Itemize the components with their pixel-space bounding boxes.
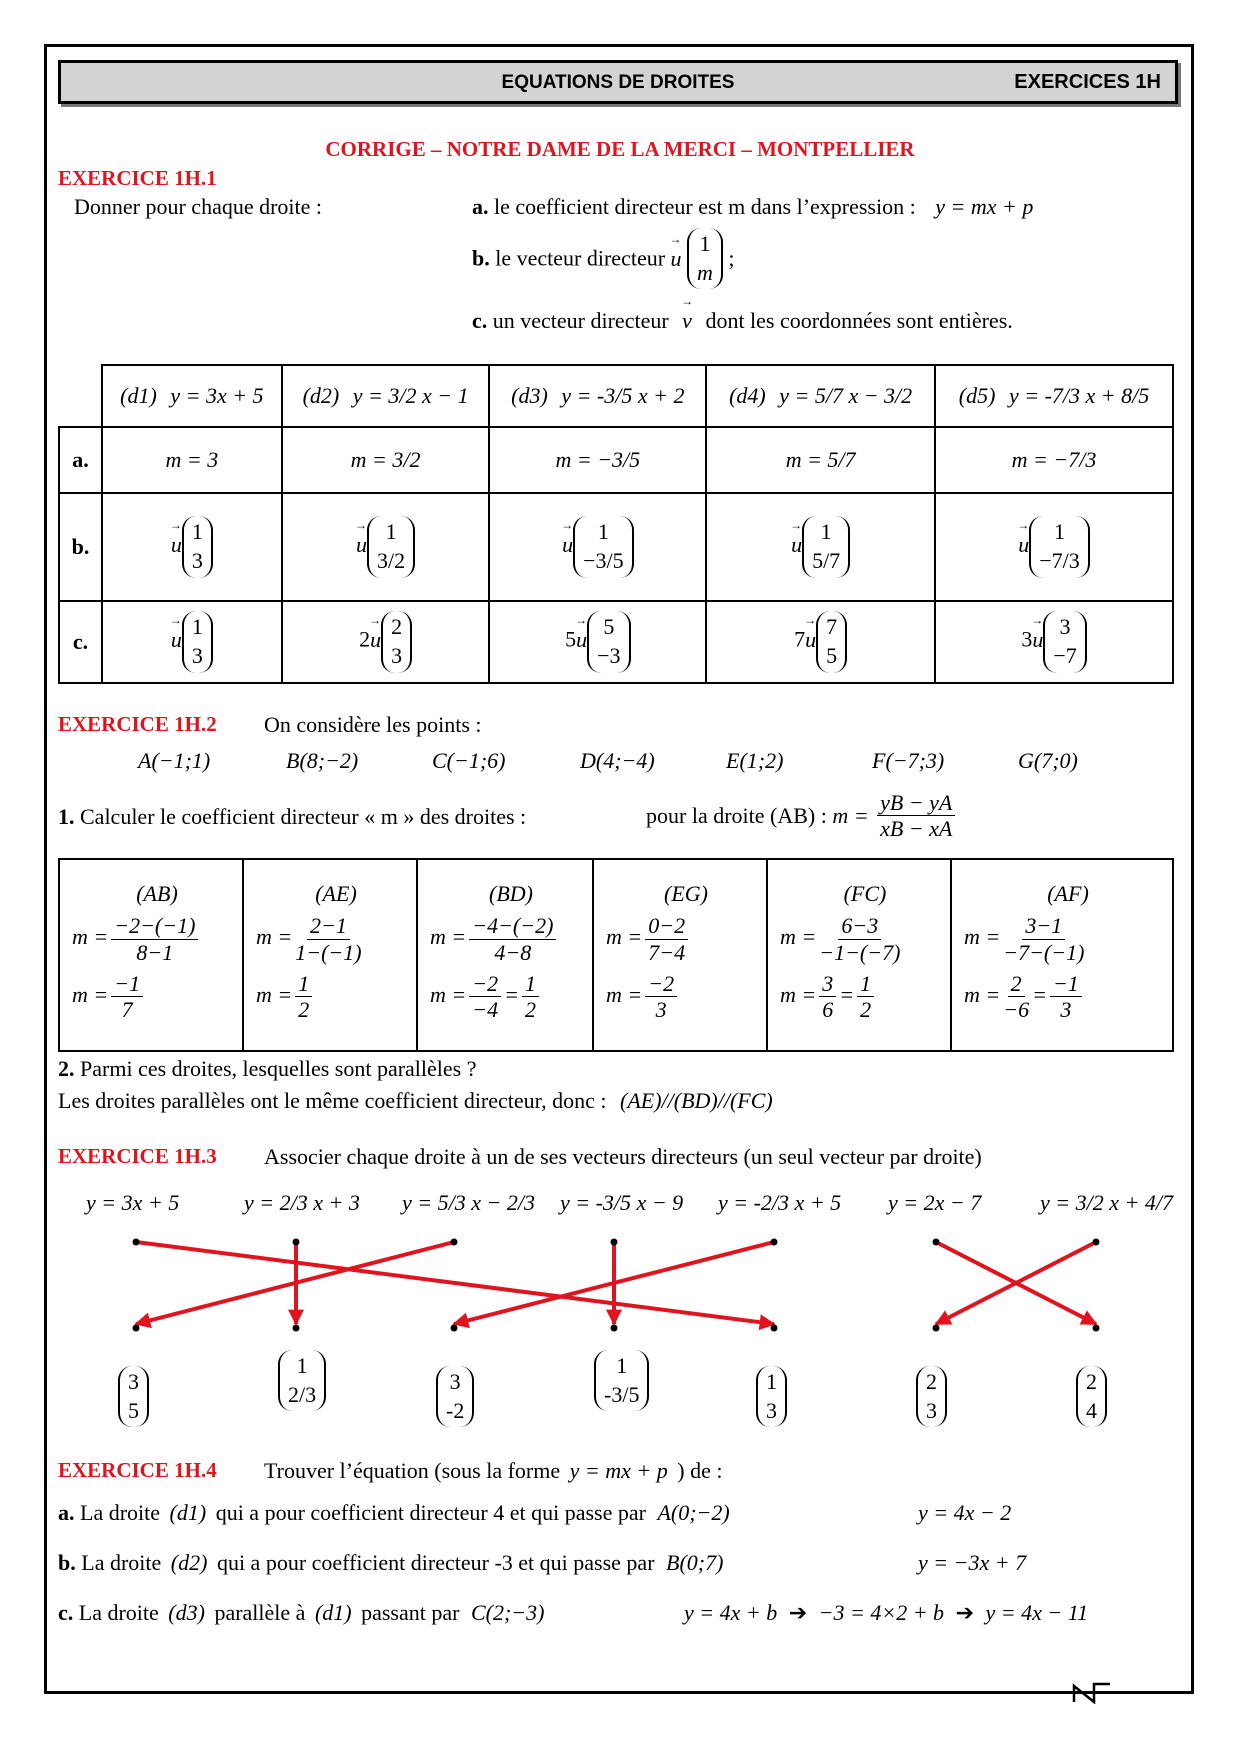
arrow-icon: ➔ <box>955 1600 974 1625</box>
ex4-c-label: c. <box>58 1600 74 1625</box>
ex1-d2-eq: y = 3/2 x − 1 <box>352 383 469 408</box>
ex1-b-vec-bottom: m <box>697 259 713 285</box>
num: 1 <box>522 971 539 997</box>
ex2-cell-af <box>951 859 1173 1051</box>
den: 2 <box>524 997 536 1023</box>
vec-bottom: 5 <box>128 1397 139 1423</box>
vec-top: 3 <box>1059 614 1071 640</box>
vec-bottom: -3/5 <box>604 1381 640 1407</box>
ex3-vec-1 <box>278 1350 326 1411</box>
den: 7−4 <box>648 939 686 965</box>
cell-title: (BD) <box>489 881 533 907</box>
vec-bottom: 3 <box>191 548 203 573</box>
ex1-b-label: b. <box>472 245 490 271</box>
ex4-item-c <box>58 1600 544 1626</box>
vec-bottom: 3 <box>766 1397 777 1423</box>
ex2-q1-hint <box>646 790 958 842</box>
ex1-d3-m: m = −3/5 <box>489 427 706 493</box>
ex1-d3-eq: y = -3/5 x + 2 <box>561 383 685 408</box>
cell-eq1: m = $\frac{0-2}{7-4}$ <box>606 913 766 965</box>
u-letter: → u <box>370 627 381 652</box>
ex2-point-a: A(−1;1) <box>138 748 211 773</box>
num: −1 <box>111 971 143 997</box>
ex1-d4-b <box>706 493 935 601</box>
ex4-b-pre: La droite <box>81 1550 162 1575</box>
top-dot-3 <box>611 1239 618 1246</box>
ex4-c-name2: (d1) <box>314 1600 352 1625</box>
ex3-eq-3: y = -3/5 x − 9 <box>560 1190 684 1215</box>
corrige-title: CORRIGE – NOTRE DAME DE LA MERCI – MONTPELLIER <box>325 137 915 161</box>
cell-eq2: m = $\frac{2}{-6}$ = $\frac{-1}{3}$ <box>964 971 1172 1023</box>
ex1-d4-c <box>706 601 935 683</box>
ex2-q1-text: Calculer le coefficient directeur « m » des droites : <box>80 804 527 829</box>
vector <box>756 1366 787 1427</box>
vec-top: 1 <box>191 519 203 545</box>
vector <box>916 1366 947 1427</box>
ex1-table-corner <box>59 365 102 427</box>
vector <box>367 516 415 577</box>
ex1-d5-name: (d5) <box>958 383 996 408</box>
vec-bottom: 3/2 <box>377 548 406 573</box>
ex2-answer-expr: (AE)//(BD)//(FC) <box>620 1088 773 1113</box>
num: −1 <box>1050 971 1082 997</box>
den: 6 <box>822 997 834 1023</box>
ex2-hint-m: m = <box>832 802 869 828</box>
ex1-d4-eq: y = 5/7 x − 3/2 <box>779 383 913 408</box>
vector <box>436 1366 474 1427</box>
den: 4−8 <box>494 939 532 965</box>
ex4-a-point: A(0;−2) <box>657 1500 730 1525</box>
vec-top: 2 <box>391 614 403 640</box>
vector <box>182 516 213 577</box>
ex3-vec-4 <box>756 1366 787 1427</box>
ex1-d4-m: m = 5/7 <box>706 427 935 493</box>
ex2-answer-text: Les droites parallèles ont le même coefficient directeur, donc : <box>58 1088 607 1113</box>
coef: 7 <box>794 627 806 653</box>
vec-bottom: −7 <box>1053 643 1077 668</box>
vector <box>594 1350 649 1411</box>
ex3-intro: Associer chaque droite à un de ses vecteurs directeurs (un seul vecteur par droite) <box>264 1144 982 1169</box>
vector <box>182 611 213 672</box>
vec-bottom: 2/3 <box>288 1381 317 1407</box>
page-header <box>58 60 1178 104</box>
ex3-eq-1: y = 2/3 x + 3 <box>244 1190 360 1215</box>
vec-bottom: 5/7 <box>812 548 841 573</box>
cell-eq1: m = $\frac{3-1}{-7-(-1)}$ <box>964 913 1085 965</box>
vec-top: 1 <box>1054 519 1066 545</box>
ex4-a-pre: La droite <box>80 1500 161 1525</box>
ex4-title: EXERCICE 1H.4 <box>58 1458 217 1482</box>
cell-title: (FC) <box>843 881 887 907</box>
ex1-d5-eq: y = -7/3 x + 8/5 <box>1008 383 1150 408</box>
vec-top: 7 <box>826 614 838 640</box>
coef: 2 <box>359 627 371 653</box>
vec-top: 1 <box>597 519 609 545</box>
ex4-b-name: (d2) <box>170 1550 208 1575</box>
ex4-b-answer: y = −3x + 7 <box>918 1550 1027 1575</box>
ex2-q2-label: 2. <box>58 1056 75 1081</box>
vec-top: 1 <box>766 1369 777 1394</box>
ex2-point-e: E(1;2) <box>726 748 784 773</box>
ex4-a-name: (d1) <box>169 1500 207 1525</box>
ex1-d4-name: (d4) <box>729 383 766 408</box>
ex2-cell-eg <box>593 859 767 1051</box>
ex1-b-vector <box>687 228 723 289</box>
top-dot-2 <box>451 1239 458 1246</box>
formula-den: xB − xA <box>880 816 953 842</box>
ex1-d1-m: m = 3 <box>102 427 282 493</box>
ex4-a-answer: y = 4x − 2 <box>918 1500 1012 1525</box>
den: 3 <box>1060 997 1072 1023</box>
ex1-d3-b <box>489 493 706 601</box>
cell-eq1: m = $\frac{2-1}{1-(-1)}$ <box>256 913 362 965</box>
ex4-c-step2: −3 = 4×2 + b <box>818 1600 945 1625</box>
ex4-b-label: b. <box>58 1550 76 1575</box>
bottom-dot-1 <box>293 1325 300 1332</box>
u-letter: → u <box>1032 627 1043 652</box>
ex3-eq-4: y = -2/3 x + 5 <box>718 1190 842 1215</box>
ex1-col-d1 <box>102 365 282 427</box>
ex3-lines <box>136 1242 1096 1324</box>
cell-eq1: m = $\frac{-4-(-2)}{4-8}$ <box>430 913 592 965</box>
cell-eq2: m = $\frac{1}{2}$ <box>256 971 416 1023</box>
top-dot-6 <box>1093 1239 1100 1246</box>
cell-title: (AB) <box>136 881 178 907</box>
vec-top: 2 <box>1086 1369 1097 1394</box>
vec-bottom: −7/3 <box>1039 548 1080 573</box>
vector <box>1076 1366 1107 1427</box>
vec-top: 1 <box>191 614 203 640</box>
u-letter: → u <box>805 627 816 652</box>
ex4-c-steps <box>684 1600 1088 1626</box>
ex3-vec-2 <box>436 1366 474 1427</box>
ex1-item-a <box>472 194 1033 220</box>
ex4-b-text: qui a pour coefficient directeur -3 et qui passe par <box>216 1550 655 1575</box>
ex1-d1-eq: y = 3x + 5 <box>170 383 264 408</box>
vec-top: 1 <box>616 1353 628 1378</box>
u-letter: → u <box>171 532 182 557</box>
vector <box>802 516 850 577</box>
num: 1 <box>295 971 312 997</box>
vec-top: 1 <box>820 519 832 545</box>
ex1-col-d5 <box>935 365 1173 427</box>
num: 2−1 <box>307 913 350 939</box>
num: −2 <box>469 971 501 997</box>
ex2-point-b: B(8;−2) <box>286 748 359 773</box>
den: 7 <box>121 997 133 1023</box>
cell-title: (AF) <box>1047 881 1089 907</box>
vector <box>118 1366 149 1427</box>
ex4-c-text2: passant par <box>361 1600 460 1625</box>
ex3-eq-0: y = 3x + 5 <box>86 1190 180 1215</box>
den: 3 <box>655 997 667 1023</box>
coef: 3 <box>1021 627 1033 653</box>
cell-title: (AE) <box>315 881 357 907</box>
cell-eq1: m = $\frac{6-3}{-1-(-7)}$ <box>780 913 901 965</box>
ex1-d1-b <box>102 493 282 601</box>
bottom-dot-6 <box>1093 1325 1100 1332</box>
ex1-d3-name: (d3) <box>511 383 548 408</box>
den: −1−(−7) <box>819 939 901 965</box>
ex1-d2-b <box>282 493 490 601</box>
ex1-d5-c <box>935 601 1173 683</box>
page-corner-mark <box>1072 1682 1112 1704</box>
vec-top: 5 <box>603 614 615 640</box>
ex3-vec-6 <box>1076 1366 1107 1427</box>
den: 8−1 <box>136 939 174 965</box>
ex4-a-text: qui a pour coefficient directeur 4 et qui passe par <box>215 1500 646 1525</box>
ex2-intro: On considère les points : <box>264 712 482 737</box>
ex1-row-c-label: c. <box>59 601 102 683</box>
ex3-vec-3 <box>594 1350 649 1411</box>
vector <box>1029 516 1090 577</box>
ex1-col-d4 <box>706 365 935 427</box>
arrow-icon: ➔ <box>788 1600 808 1625</box>
ex4-c-text1: parallèle à <box>214 1600 306 1625</box>
ex4-item-a <box>58 1500 730 1526</box>
ex1-title: EXERCICE 1H.1 <box>58 166 217 190</box>
vector <box>1043 611 1086 672</box>
u-letter: → u <box>171 627 182 652</box>
vec-bottom: 3 <box>926 1397 937 1423</box>
den: 2 <box>298 997 310 1023</box>
num: −2 <box>645 971 677 997</box>
ex2-q2-text: Parmi ces droites, lesquelles sont parallèles ? <box>80 1056 477 1081</box>
ex4-intro <box>264 1458 722 1484</box>
ex4-c-pre: La droite <box>78 1600 159 1625</box>
cell-eq2: m = $\frac{-1}{7}$ <box>72 971 242 1023</box>
num: 3 <box>819 971 836 997</box>
ex2-answer <box>58 1088 773 1114</box>
ex1-intro: Donner pour chaque droite : <box>74 194 323 219</box>
ex2-table <box>58 858 1174 1052</box>
ex3-eq-2: y = 5/3 x − 2/3 <box>402 1190 535 1215</box>
formula-num: yB − yA <box>877 790 955 816</box>
ex1-b-vec-top: 1 <box>699 231 711 256</box>
vec-top: 1 <box>296 1353 308 1378</box>
vector <box>587 611 630 672</box>
ex1-c-text: un vecteur directeur <box>492 308 669 333</box>
ex2-title: EXERCICE 1H.2 <box>58 712 217 736</box>
top-dot-5 <box>933 1239 940 1246</box>
ex1-a-label: a. <box>472 194 489 219</box>
vector <box>278 1350 326 1411</box>
ex1-d2-c <box>282 601 490 683</box>
vec-top: 3 <box>128 1369 139 1394</box>
num: 6−3 <box>838 913 881 939</box>
header-exercises: EXERCICES 1H <box>1014 71 1161 93</box>
ex1-d2-name: (d2) <box>302 383 340 408</box>
top-dot-0 <box>133 1239 140 1246</box>
ex1-a-text: le coefficient directeur est m dans l’expression : <box>494 194 916 219</box>
ex1-d1-name: (d1) <box>120 383 157 408</box>
bottom-dot-4 <box>771 1325 778 1332</box>
ex4-item-b <box>58 1550 723 1576</box>
ex1-row-b-label: b. <box>59 493 102 601</box>
ex4-intro-text: Trouver l’équation (sous la forme <box>264 1458 561 1483</box>
bottom-dot-5 <box>933 1325 940 1332</box>
ex1-d5-m: m = −7/3 <box>935 427 1173 493</box>
match-arrow-0 <box>136 1242 774 1324</box>
den: −4 <box>472 997 499 1023</box>
ex3-title: EXERCICE 1H.3 <box>58 1144 217 1168</box>
cell-title: (EG) <box>664 881 708 907</box>
bottom-dot-3 <box>611 1325 618 1332</box>
ex2-point-f: F(−7;3) <box>872 748 945 773</box>
ex2-cell-fc <box>767 859 951 1051</box>
ex2-point-c: C(−1;6) <box>432 748 506 773</box>
ex1-d3-c <box>489 601 706 683</box>
ex1-c-label: c. <box>472 308 488 333</box>
vec-bottom: −3 <box>597 643 621 668</box>
cell-eq2: m = $\frac{-2}{3}$ <box>606 971 766 1023</box>
vector <box>573 516 634 577</box>
vec-top: 3 <box>449 1369 461 1394</box>
ex1-item-b <box>472 228 735 289</box>
ex4-c-answer: y = 4x − 11 <box>985 1600 1089 1625</box>
ex3-eq-5: y = 2x − 7 <box>888 1190 982 1215</box>
ex4-c-step1: y = 4x + b <box>684 1600 778 1625</box>
den: −7−(−1) <box>1003 939 1085 965</box>
ex4-b-point: B(0;7) <box>666 1550 724 1575</box>
ex3-vec-0 <box>118 1366 149 1427</box>
ex1-d5-b <box>935 493 1173 601</box>
num: 0−2 <box>645 913 688 939</box>
ex2-cell-ae <box>243 859 417 1051</box>
den: 1−(−1) <box>295 939 362 965</box>
ex3-eq-6: y = 3/2 x + 4/7 <box>1040 1190 1173 1215</box>
vec-bottom: −3/5 <box>583 548 624 573</box>
ex2-q1 <box>58 804 526 830</box>
ex3-vec-5 <box>916 1366 947 1427</box>
ex3-matching-diagram <box>0 1230 1240 1350</box>
ex1-b-text: le vecteur directeur <box>495 245 666 271</box>
num: −2−(−1) <box>111 913 198 939</box>
vec-bottom: 3 <box>391 643 403 668</box>
u-letter: → u <box>791 532 802 557</box>
ex1-row-a-label: a. <box>59 427 102 493</box>
den: 2 <box>860 997 872 1023</box>
ex4-c-point: C(2;−3) <box>470 1600 545 1625</box>
u-letter: → u <box>356 532 367 557</box>
num: 3−1 <box>1022 913 1065 939</box>
bottom-dot-2 <box>451 1325 458 1332</box>
ex1-b-end: ; <box>728 245 735 271</box>
ex1-d2-m: m = 3/2 <box>282 427 490 493</box>
cell-eq2: m = $\frac{-2}{-4}$ = $\frac{1}{2}$ <box>430 971 592 1023</box>
ex2-hint-formula <box>877 790 955 842</box>
num: −4−(−2) <box>469 913 556 939</box>
coef: 5 <box>565 627 577 653</box>
ex4-a-label: a. <box>58 1500 75 1525</box>
cell-eq2: m = $\frac{3}{6}$ = $\frac{1}{2}$ <box>780 971 950 1023</box>
ex2-hint-text: pour la droite (AB) : <box>646 802 827 828</box>
top-dot-4 <box>771 1239 778 1246</box>
ex4-intro-end: ) de : <box>677 1458 723 1483</box>
ex4-intro-expr: y = mx + p <box>569 1458 668 1483</box>
ex1-a-expr: y = mx + p <box>935 194 1034 219</box>
ex1-c-vector-v: → v <box>682 308 692 333</box>
vec-bottom: 5 <box>826 643 838 668</box>
u-letter: → u <box>562 532 573 557</box>
ex1-col-d2 <box>282 365 490 427</box>
ex2-q1-label: 1. <box>58 804 75 829</box>
vec-bottom: -2 <box>446 1397 465 1423</box>
ex1-col-d3 <box>489 365 706 427</box>
ex1-table <box>58 364 1174 684</box>
vec-bottom: 4 <box>1086 1397 1097 1423</box>
u-letter: → u <box>1018 532 1029 557</box>
ex2-point-g: G(7;0) <box>1018 748 1078 773</box>
ex1-item-c <box>472 308 1013 334</box>
ex2-point-d: D(4;−4) <box>580 748 655 773</box>
den: −6 <box>1003 997 1030 1023</box>
u-letter: → u <box>576 627 587 652</box>
num: 2 <box>1008 971 1025 997</box>
bottom-dot-0 <box>133 1325 140 1332</box>
num: 1 <box>857 971 874 997</box>
ex2-cell-ab <box>59 859 243 1051</box>
vector <box>381 611 412 672</box>
ex4-c-name: (d3) <box>168 1600 205 1625</box>
ex1-b-vector-u: → u <box>671 246 682 271</box>
cell-eq1: m = $\frac{-2-(-1)}{8-1}$ <box>72 913 242 965</box>
ex1-d1-c <box>102 601 282 683</box>
vec-top: 2 <box>926 1369 937 1394</box>
vec-bottom: 3 <box>191 643 203 668</box>
top-dot-1 <box>293 1239 300 1246</box>
ex2-cell-bd <box>417 859 593 1051</box>
vec-top: 1 <box>385 519 397 545</box>
ex1-c-end: dont les coordonnées sont entières. <box>705 308 1013 333</box>
vector <box>816 611 847 672</box>
header-title: EQUATIONS DE DROITES <box>501 72 735 93</box>
ex2-q2 <box>58 1056 477 1082</box>
